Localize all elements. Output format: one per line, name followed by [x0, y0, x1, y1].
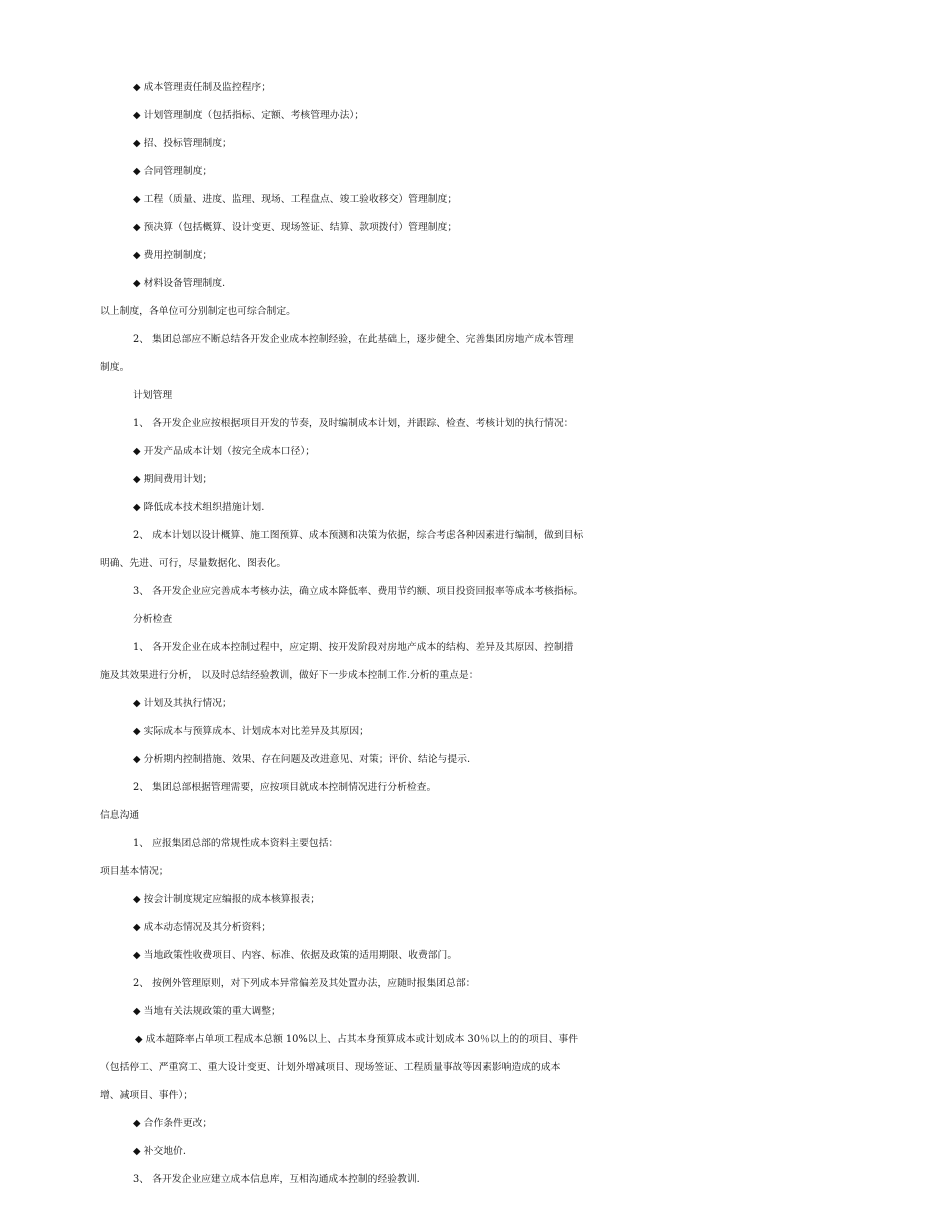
- paragraph: 3、 各开发企业应建立成本信息库，互相沟通成本控制的经验教训.: [133, 1174, 420, 1185]
- bullet-item: ◆ 计划管理制度（包括指标、定额、考核管理办法）；: [133, 110, 365, 121]
- bullet-item: ◆ 按会计制度规定应编报的成本核算报表；: [133, 894, 320, 905]
- bullet-item: ◆ 当地有关法规政策的重大调整；: [133, 1006, 281, 1017]
- bullet-item: ◆ 当地政策性收费项目、内容、标准、依据及政策的适用期限、收费部门。: [133, 950, 458, 961]
- paragraph: 2、 成本计划以设计概算、施工图预算、成本预测和决策为依据，综合考虑各种因素进行编制，做到目标: [133, 530, 584, 541]
- bullet-item: ◆ 补交地价.: [133, 1146, 186, 1157]
- bullet-item: ◆ 开发产品成本计划（按完全成本口径）；: [133, 446, 316, 457]
- section-heading: 分析检查: [133, 614, 173, 625]
- paragraph-continuation: 增、减项目、事件）；: [100, 1090, 194, 1101]
- paragraph: 项目基本情况；: [100, 866, 169, 877]
- bullet-item: ◆ 合同管理制度；: [133, 166, 213, 177]
- paragraph-continuation: 施及其效果进行分析， 以及时总结经验教训，做好下一步成本控制工作.分析的重点是：: [100, 670, 479, 681]
- paragraph-continuation: 制度。: [100, 362, 130, 373]
- paragraph: 2、 按例外管理原则，对下列成本异常偏差及其处置办法，应随时报集团总部：: [133, 978, 476, 989]
- bullet-item: ◆ 期间费用计划；: [133, 474, 213, 485]
- bullet-item: ◆ 分析期内控制措施、效果、存在问题及改进意见、对策；评价、结论与提示.: [133, 754, 471, 765]
- paragraph-continuation: 明确、先进、可行，尽量数据化、图表化。: [100, 558, 287, 569]
- paragraph-continuation: （包括停工、严重窝工、重大设计变更、计划外增减项目、现场签证、工程质量事故等因素影响造成的成本: [100, 1062, 561, 1073]
- bullet-item: ◆ 成本超降率占单项工程成本总额 10%以上、占其本身预算成本或计划成本 30％以上的的项目、事件: [135, 1034, 578, 1045]
- bullet-item: ◆ 成本管理责任制及监控程序；: [133, 82, 272, 93]
- paragraph: 3、 各开发企业应完善成本考核办法，确立成本降低率、费用节约额、项目投资回报率等成本考核指标。: [133, 586, 584, 597]
- bullet-item: ◆ 预决算（包括概算、设计变更、现场签证、结算、款项拨付）管理制度；: [133, 222, 458, 233]
- paragraph: 1、 各开发企业应按根据项目开发的节奏，及时编制成本计划，并跟踪、检查、考核计划的执行情况：: [133, 418, 574, 429]
- bullet-item: ◆ 费用控制制度；: [133, 250, 213, 261]
- bullet-item: ◆ 计划及其执行情况；: [133, 698, 232, 709]
- paragraph: 以上制度，各单位可分别制定也可综合制定。: [100, 306, 296, 317]
- bullet-item: ◆ 招、投标管理制度；: [133, 138, 232, 149]
- bullet-item: ◆ 实际成本与预算成本、计划成本对比差异及其原因；: [133, 726, 369, 737]
- bullet-item: ◆ 成本动态情况及其分析资料；: [133, 922, 272, 933]
- paragraph: 1、 各开发企业在成本控制过程中，应定期、按开发阶段对房地产成本的结构、差异及其原因、控制措: [133, 642, 574, 653]
- paragraph: 2、 集团总部应不断总结各开发企业成本控制经验，在此基础上，逐步健全、完善集团房地产成本管理: [133, 334, 574, 345]
- section-heading: 计划管理: [133, 390, 173, 401]
- bullet-item: ◆ 材料设备管理制度.: [133, 278, 226, 289]
- paragraph: 2、 集团总部根据管理需要，应按项目就成本控制情况进行分析检查。: [133, 782, 437, 793]
- bullet-item: ◆ 合作条件更改；: [133, 1118, 213, 1129]
- paragraph: 1、 应报集团总部的常规性成本资料主要包括：: [133, 838, 339, 849]
- bullet-item: ◆ 降低成本技术组织措施计划.: [133, 502, 265, 513]
- bullet-item: ◆ 工程（质量、进度、监理、现场、工程盘点、竣工验收移交）管理制度；: [133, 194, 458, 205]
- section-heading: 信息沟通: [100, 810, 140, 821]
